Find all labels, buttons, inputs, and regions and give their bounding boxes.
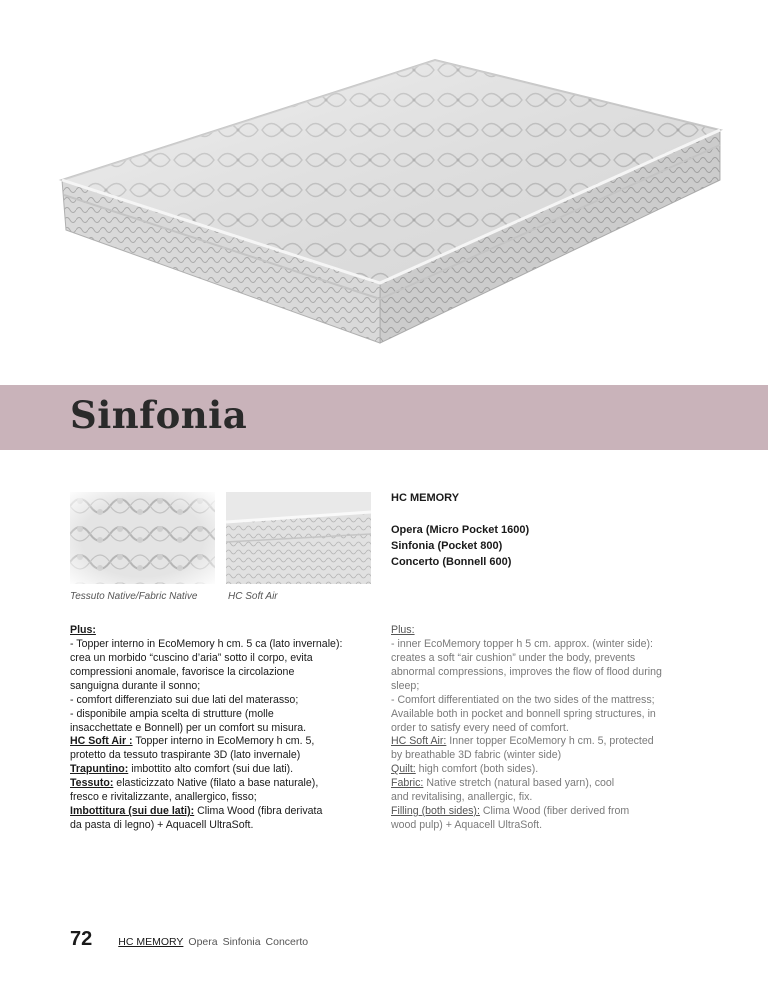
model-sinfonia: Sinfonia (Pocket 800) <box>391 540 503 552</box>
italian-plus-line: - Topper interno in EcoMemory h cm. 5 ca (lato invernale): <box>70 638 343 650</box>
italian-softair-text: Topper interno in EcoMemory h cm. 5, <box>132 735 315 747</box>
italian-softair-label: HC Soft Air : <box>70 735 133 747</box>
footer-item-opera: Opera <box>188 936 218 948</box>
footer-item-sinfonia: Sinfonia <box>222 936 261 948</box>
fabric-native-thumbnail <box>70 492 215 584</box>
italian-filling-label: Imbottitura (sui due lati): <box>70 805 195 817</box>
italian-plus-section <box>70 623 375 735</box>
italian-plus-heading: Plus: <box>70 624 96 636</box>
caption-italian: Tessuto Native <box>70 591 136 602</box>
hc-memory-block <box>391 490 529 570</box>
english-softair-label: HC Soft Air: <box>391 735 447 747</box>
italian-fabric-label: Tessuto: <box>70 777 114 789</box>
italian-quilt-label: Trapuntino: <box>70 763 129 775</box>
english-fabric-line2: and revitalising, anallergic, fix. <box>391 791 533 803</box>
english-filling-line2: wood pulp) + Aquacell UltraSoft. <box>391 819 543 831</box>
caption-separator: / <box>135 591 139 602</box>
italian-plus-line: sanguigna durante il sonno; <box>70 680 201 692</box>
english-plus-line: - inner EcoMemory topper h 5 cm. approx. (winter side): <box>391 638 653 650</box>
model-concerto: Concerto (Bonnell 600) <box>391 556 512 568</box>
english-fabric-text: Native stretch (natural based yarn), cool <box>423 777 615 789</box>
english-plus-line: order to satisfy every need of comfort. <box>391 722 569 734</box>
english-softair-line2: by breathable 3D fabric (winter side) <box>391 749 562 761</box>
english-plus-line: - Comfort differentiated on the two sides of the mattress; <box>391 694 655 706</box>
footer-item-concerto: Concerto <box>265 936 309 948</box>
english-plus-heading: Plus: <box>391 624 415 636</box>
english-fabric-label: Fabric: <box>391 777 424 789</box>
english-plus-line: sleep; <box>391 680 420 692</box>
english-plus-line: abnormal compressions, improves the flow of flood during <box>391 666 662 678</box>
english-plus-section <box>391 623 691 735</box>
hc-soft-air-thumbnail <box>226 492 371 584</box>
english-specs-section <box>391 734 691 832</box>
italian-fabric-text: elasticizzato Native (filato a base naturale), <box>113 777 319 789</box>
page-number: 72 <box>70 928 93 950</box>
english-quilt-text: high comfort (both sides). <box>415 763 539 775</box>
product-title: Sinfonia <box>70 393 248 437</box>
italian-plus-line: compressioni anomale, favorisce la circolazione <box>70 666 295 678</box>
footer-brand: HC MEMORY <box>118 936 184 948</box>
title-band <box>0 385 768 450</box>
italian-plus-line: crea un morbido “cuscino d’aria” sotto il corpo, evita <box>70 652 313 664</box>
english-filling-label: Filling (both sides): <box>391 805 480 817</box>
italian-softair-line2: protetto da tessuto traspirante 3D (lato invernale) <box>70 749 301 761</box>
italian-fabric-line2: fresco e rivitalizzante, anallergico, fisso; <box>70 791 257 803</box>
english-quilt-label: Quilt: <box>391 763 416 775</box>
italian-quilt-text: imbottito alto comfort (sui due lati). <box>128 763 294 775</box>
italian-plus-line: - comfort differenziato sui due lati del materasso; <box>70 694 299 706</box>
thumbnail-caption-fabric <box>70 591 197 602</box>
caption-english: Fabric Native <box>138 591 198 602</box>
italian-filling-text: Clima Wood (fibra derivata <box>194 805 323 817</box>
page-footer <box>70 928 313 951</box>
italian-filling-line2: da pasta di legno) + Aquacell UltraSoft. <box>70 819 254 831</box>
english-softair-text: Inner topper EcoMemory h cm. 5, protected <box>446 735 654 747</box>
english-plus-line: Available both in pocket and bonnell spring structures, in <box>391 708 656 720</box>
italian-plus-line: - disponibile ampia scelta di strutture (molle <box>70 708 274 720</box>
italian-specs-section <box>70 734 375 832</box>
mattress-hero-image <box>40 55 730 355</box>
hc-memory-heading: HC MEMORY <box>391 492 460 504</box>
model-opera: Opera (Micro Pocket 1600) <box>391 524 530 536</box>
english-plus-line: creates a soft “air cushion” under the body, prevents <box>391 652 636 664</box>
thumbnail-caption-softair: HC Soft Air <box>228 591 278 602</box>
italian-plus-line: insacchettate e Bonnell) per un comfort su misura. <box>70 722 307 734</box>
english-filling-text: Clima Wood (fiber derived from <box>479 805 630 817</box>
